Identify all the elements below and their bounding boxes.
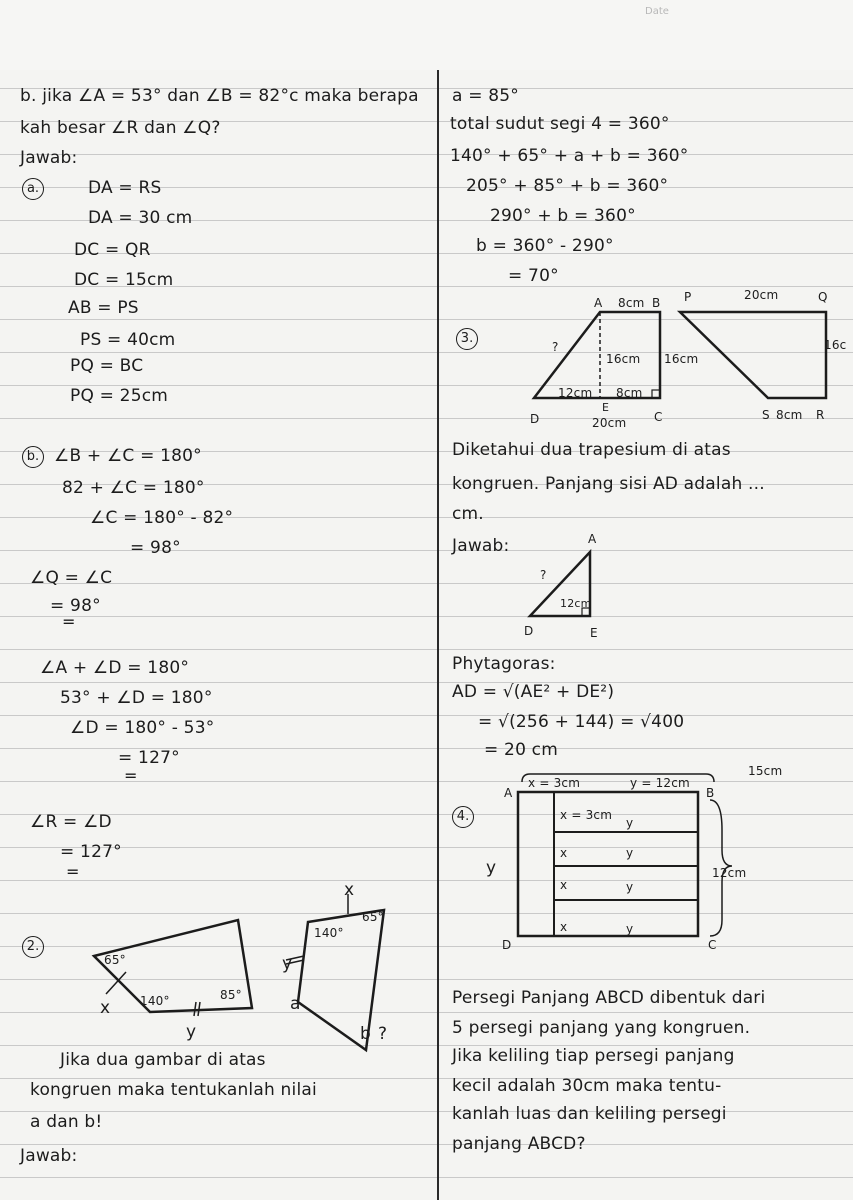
fig3-SR-8cm: 8cm	[776, 408, 803, 422]
q2-text-2: a dan b!	[30, 1112, 103, 1132]
line-a-1: DA = 30 cm	[88, 208, 193, 228]
line-d-2: ∠D = 180° - 53°	[70, 718, 215, 738]
fig4-row3-x: x	[560, 878, 568, 892]
line-d-1: 53° + ∠D = 180°	[60, 688, 213, 708]
fig3-E: E	[602, 401, 610, 414]
question-2-marker: 2.	[22, 936, 44, 958]
line-b-2: ∠C = 180° - 82°	[90, 508, 234, 528]
q4-text-1: 5 persegi panjang yang kongruen.	[452, 1018, 751, 1038]
question-b-line-1: b. jika ∠A = 53° dan ∠B = 82°c maka berapa	[20, 86, 419, 106]
pyth-0: Phytagoras:	[452, 654, 556, 674]
fig3-B: B	[652, 296, 661, 310]
fig4-row2-y: y	[626, 846, 634, 860]
fig3-12cm: 12cm	[558, 386, 593, 400]
tri-12cm: 12cm	[560, 597, 592, 610]
rectangle-ABCD-figure	[510, 770, 730, 940]
line-a-3: DC = 15cm	[74, 270, 174, 290]
fig2-angle-140: 140°	[140, 994, 170, 1008]
tri-A: A	[588, 532, 597, 546]
line-d-3: = 127°	[118, 748, 180, 768]
fig4-A: A	[504, 786, 513, 800]
fig2b-label-question: ?	[378, 1024, 388, 1044]
right-top-0: a = 85°	[452, 86, 520, 106]
line-a-6: PQ = BC	[70, 356, 144, 376]
line-a-4: AB = PS	[68, 298, 139, 318]
fig4-x3cm: x = 3cm	[528, 776, 581, 790]
q3-text-0: Diketahui dua trapesium di atas	[452, 440, 731, 460]
fig4-row2-x: x	[560, 846, 568, 860]
fig4-side-12cm: 12cm	[712, 866, 747, 880]
fig3-S: S	[762, 408, 770, 422]
jawab-heading: Jawab:	[20, 148, 78, 168]
line-a-0: DA = RS	[88, 178, 162, 198]
fig4-B: B	[706, 786, 715, 800]
pyth-2: = √(256 + 144) = √400	[478, 712, 685, 732]
question-4-marker: 4.	[452, 806, 474, 828]
fig2b-label-a: a	[290, 994, 301, 1014]
fig2b-label-x: x	[344, 880, 355, 900]
fig2b-label-b: b	[360, 1024, 371, 1044]
double-underline-mark: =	[62, 612, 76, 631]
fig3-A: A	[594, 296, 603, 310]
page-header-band	[0, 0, 853, 70]
fig3-R: R	[816, 408, 825, 422]
fig2-label-y: y	[186, 1022, 197, 1042]
fig4-row4-y: y	[626, 922, 634, 936]
right-top-2: 140° + 65° + a + b = 360°	[450, 146, 689, 166]
pyth-1: AD = √(AE² + DE²)	[452, 682, 615, 702]
part-a-marker: a.	[22, 178, 44, 200]
date-label: Date	[645, 6, 669, 17]
line-a-5: PS = 40cm	[80, 330, 176, 350]
right-top-3: 205° + 85° + b = 360°	[466, 176, 669, 196]
q4-text-0: Persegi Panjang ABCD dibentuk dari	[452, 988, 766, 1008]
fig2b-label-y: y	[282, 954, 293, 974]
fig3-D: D	[530, 412, 540, 426]
line-d-0: ∠A + ∠D = 180°	[40, 658, 190, 678]
line-a-7: PQ = 25cm	[70, 386, 169, 406]
double-underline-mark: =	[124, 766, 138, 785]
fig3-top-20cm: 20cm	[744, 288, 779, 302]
tri-D: D	[524, 624, 534, 638]
q4-text-2: Jika keliling tiap persegi panjang	[452, 1046, 735, 1066]
fig3-height-16cm-b: 16cm	[664, 352, 699, 366]
fig4-y-left: y	[486, 858, 497, 878]
line-b-5: = 98°	[50, 596, 101, 616]
question-b-line-2: kah besar ∠R dan ∠Q?	[20, 118, 221, 138]
fig3-height-16cm-a: 16cm	[606, 352, 641, 366]
double-underline-mark: =	[66, 862, 80, 881]
fig2b-angle-140: 140°	[314, 926, 344, 940]
line-r-1: = 127°	[60, 842, 122, 862]
right-top-6: = 70°	[508, 266, 559, 286]
fig3-height-16c: 16c	[824, 338, 847, 352]
tri-question: ?	[540, 568, 547, 582]
q2-text-0: Jika dua gambar di atas	[60, 1050, 266, 1070]
fig3-question: ?	[552, 340, 559, 354]
q3-text-1: kongruen. Panjang sisi AD adalah ...	[452, 474, 765, 494]
fig3-P: P	[684, 290, 692, 304]
fig4-row4-x: x	[560, 920, 568, 934]
right-top-1: total sudut segi 4 = 360°	[450, 114, 670, 134]
fig3-C: C	[654, 410, 663, 424]
fig3-bottom-20cm: 20cm	[592, 416, 627, 430]
q4-text-4: kanlah luas dan keliling persegi	[452, 1104, 727, 1124]
fig3-8cm: 8cm	[616, 386, 643, 400]
jawab2-heading: Jawab:	[20, 1146, 78, 1166]
tri-E: E	[590, 626, 598, 640]
line-b-4: ∠Q = ∠C	[30, 568, 113, 588]
fig2b-angle-65: 65°	[362, 910, 384, 924]
line-b-0: ∠B + ∠C = 180°	[54, 446, 202, 466]
fig2-label-x: x	[100, 998, 111, 1018]
line-a-2: DC = QR	[74, 240, 151, 260]
line-r-0: ∠R = ∠D	[30, 812, 112, 832]
part-b-marker: b.	[22, 446, 44, 468]
fig4-row1-x: x = 3cm	[560, 808, 613, 822]
pyth-3: = 20 cm	[484, 740, 558, 760]
right-triangle-ADE	[520, 540, 600, 630]
q3-text-2: cm.	[452, 504, 484, 524]
fig3-Q: Q	[818, 290, 828, 304]
fig4-y12cm: y = 12cm	[630, 776, 690, 790]
right-top-4: 290° + b = 360°	[490, 206, 636, 226]
right-top-5: b = 360° - 290°	[476, 236, 614, 256]
fig3-top-8cm: 8cm	[618, 296, 645, 310]
fig2-angle-85: 85°	[220, 988, 242, 1002]
fig4-row3-y: y	[626, 880, 634, 894]
line-b-1: 82 + ∠C = 180°	[62, 478, 205, 498]
q2-text-1: kongruen maka tentukanlah nilai	[30, 1080, 317, 1100]
fig4-D: D	[502, 938, 512, 952]
column-divider	[437, 70, 439, 1200]
fig4-15cm: 15cm	[748, 764, 783, 778]
fig4-row1-y: y	[626, 816, 634, 830]
question-3-marker: 3.	[456, 328, 478, 350]
line-b-3: = 98°	[130, 538, 181, 558]
fig4-C: C	[708, 938, 717, 952]
q4-text-3: kecil adalah 30cm maka tentu-	[452, 1076, 722, 1096]
jawab3-heading: Jawab:	[452, 536, 510, 556]
fig2-angle-65: 65°	[104, 953, 126, 967]
trapezoid-PQRS	[680, 312, 826, 398]
q4-text-5: panjang ABCD?	[452, 1134, 586, 1154]
